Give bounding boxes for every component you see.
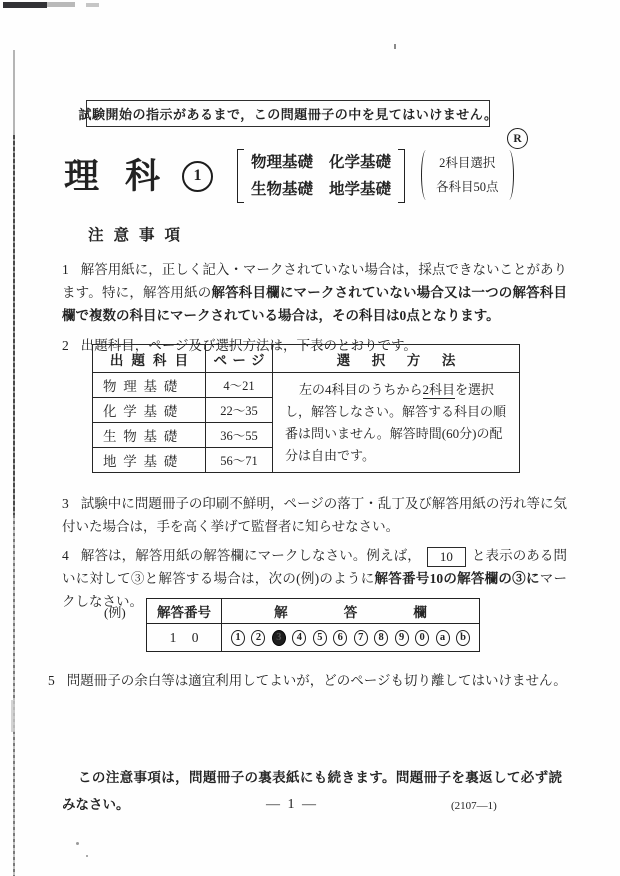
closing-notice: この注意事項は，問題冊子の裏表紙にも続きます。問題冊子を裏返して必ず読みなさい。	[62, 769, 562, 812]
answer-mark-6: 6	[333, 630, 347, 646]
method-text: 左の4科目のうちから	[299, 381, 423, 397]
points-per-subject: 各科目50点	[436, 180, 499, 194]
notice-number: 3	[62, 495, 69, 511]
page-number: — 1 —	[266, 797, 318, 812]
selection-count: 2科目選択	[439, 156, 496, 170]
header-char: 答	[343, 605, 358, 620]
notice-item-5	[48, 669, 570, 692]
left-bracket-icon	[237, 149, 244, 203]
warning-text: 試験開始の指示があるまで，この問題冊子の中を見てはいけません。	[78, 107, 498, 122]
circled-one-icon: 1	[182, 161, 213, 192]
cell-subject: 化学基礎	[93, 398, 206, 423]
example-answer-number: 1 0	[147, 624, 222, 652]
subject-list	[251, 149, 391, 203]
scan-speck	[86, 855, 88, 857]
header-char: 解	[274, 605, 288, 620]
answer-mark-0: 0	[415, 630, 429, 646]
scan-speck	[394, 44, 396, 49]
notice-number: 5	[48, 672, 55, 688]
answer-mark-9: 9	[395, 630, 409, 646]
header-subject: 出題科目	[93, 345, 206, 373]
answer-mark-b: b	[456, 630, 470, 646]
header-char: 欄	[413, 605, 427, 620]
answer-mark-8: 8	[374, 630, 388, 646]
scan-artifact-top-bar	[3, 2, 47, 8]
notice-item-3	[62, 492, 567, 538]
subject-list-bracket	[237, 149, 405, 203]
notice-number: 2	[62, 337, 69, 353]
scan-artifact-top-bar	[86, 3, 99, 7]
notice-text: 解答用紙に，正しく記入・マークされていない場合は，採点できないことがあります。特に，解答用紙の	[62, 261, 567, 300]
notice-number: 1	[62, 261, 69, 277]
scan-artifact-left-edge	[13, 135, 15, 515]
notice-text: 解答は，解答用紙の解答欄にマークしなさい。例えば，	[80, 547, 421, 563]
answer-mark-1: 1	[231, 630, 245, 646]
cell-subject: 生物基礎	[93, 423, 206, 448]
example-answer-table	[146, 598, 480, 652]
subject-earth-science: 地学基礎	[329, 181, 392, 198]
example-header-answer-field	[222, 599, 480, 624]
notice-text-bold: 解答科目欄にマークされていない場合又は一つの解答科目欄で複数の科目にマークされている場合は，その科目は0点となります。	[62, 284, 568, 323]
answer-mark-2: 2	[251, 630, 265, 646]
cell-selection-method	[273, 373, 520, 473]
example-header-row	[147, 599, 480, 624]
registered-trademark-icon: R	[507, 128, 528, 149]
notice-text-bold: 解答番号10の解答欄の③に	[374, 570, 540, 586]
notice-text: と表示のある問いに対して③と解答する場合は，次の(例)のように	[62, 547, 568, 586]
subject-table	[92, 344, 520, 473]
booklet-code: (2107—1)	[451, 800, 497, 812]
scan-artifact-top-bar	[47, 2, 75, 7]
scan-artifact-left-edge	[13, 50, 15, 135]
header-method: 選択方法	[273, 345, 520, 373]
answer-mark-5: 5	[313, 630, 327, 646]
header-pages: ページ	[206, 345, 273, 373]
example-label: (例)	[104, 605, 126, 620]
cell-pages: 56～71	[206, 448, 273, 473]
right-paren-icon	[504, 150, 514, 200]
table-header-row	[93, 345, 520, 373]
answer-mark-3-filled: 3	[272, 630, 286, 646]
left-paren-icon	[421, 150, 431, 200]
notice-number: 4	[62, 547, 69, 563]
cell-subject: 物理基礎	[93, 373, 206, 398]
title-row	[64, 150, 213, 202]
table-row	[93, 373, 520, 398]
answer-mark-7: 7	[354, 630, 368, 646]
scan-speck	[76, 842, 79, 845]
answer-number-box: 10	[427, 547, 466, 567]
subject-chemistry: 化学基礎	[329, 154, 392, 171]
selection-points-note	[421, 150, 514, 200]
scan-artifact-left-edge	[11, 700, 15, 732]
page-title: 理科	[64, 156, 187, 196]
scan-artifact-left-edge	[13, 515, 15, 876]
right-bracket-icon	[398, 149, 405, 203]
notice-text: 出題科目，ページ及び選択方法は，下表のとおりです。	[80, 337, 417, 353]
notes-heading: 注意事項	[88, 227, 191, 244]
selection-points-text	[436, 150, 499, 200]
example-header-number: 解答番号	[147, 599, 222, 624]
subject-biology: 生物基礎	[251, 181, 314, 198]
notice-item-1	[62, 258, 567, 327]
cell-pages: 22～35	[206, 398, 273, 423]
notice-text: 問題冊子の余白等は適宜利用してよいが，どのページも切り離してはいけません。	[66, 672, 567, 688]
example-answer-row	[147, 624, 480, 652]
notice-text: マークしなさい。	[62, 570, 568, 609]
warning-box	[78, 100, 498, 127]
example-answer-marks	[222, 624, 480, 652]
answer-mark-a: a	[436, 630, 450, 646]
subject-physics: 物理基礎	[251, 154, 314, 171]
method-underlined: 2科目	[422, 381, 456, 397]
method-text: を選択し，解答しなさい。解答する科目の順番は問いません。解答時間(60分)の配分は自由です。	[285, 381, 507, 463]
notice-text: 試験中に問題冊子の印刷不鮮明，ページの落丁・乱丁及び解答用紙の汚れ等に気付いた場合は，手を高く挙げて監督者に知らせなさい。	[62, 495, 567, 534]
answer-mark-4: 4	[292, 630, 306, 646]
cell-pages: 4～21	[206, 373, 273, 398]
cell-pages: 36～55	[206, 423, 273, 448]
cell-subject: 地学基礎	[93, 448, 206, 473]
